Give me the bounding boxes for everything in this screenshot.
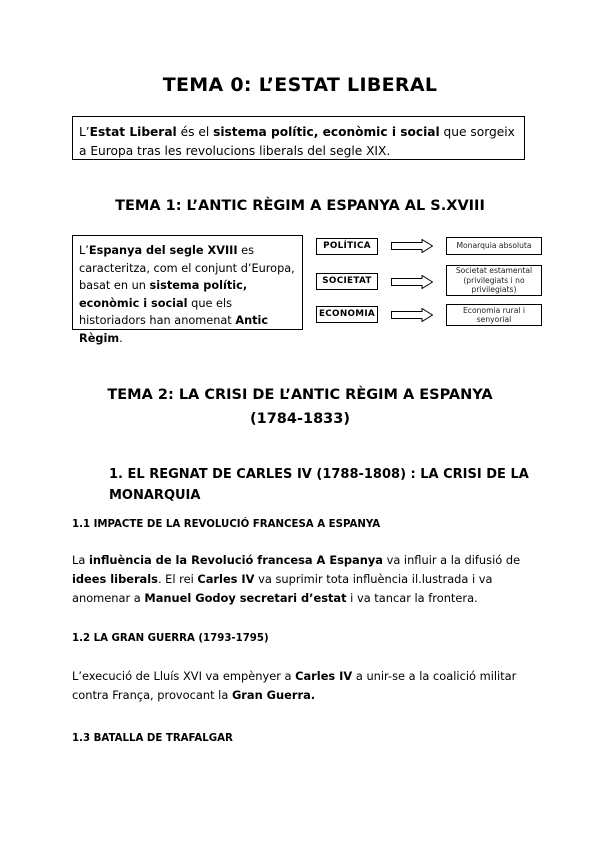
bold-text: sistema polític, econòmic i social bbox=[79, 279, 248, 310]
tema2-title-line2: (1784-1833) bbox=[250, 411, 350, 427]
arrow-right-icon bbox=[391, 308, 433, 322]
text: a unir-se a la coalició militar contra França, provocant la bbox=[72, 669, 517, 702]
subsection-1-2-heading: 1.2 LA GRAN GUERRA (1793-1795) bbox=[72, 633, 269, 644]
text: L’ bbox=[79, 125, 90, 139]
tema0-definition-box bbox=[72, 116, 525, 160]
bold-text: Gran Guerra. bbox=[231, 688, 316, 702]
diagram-result-economia: Economia rural i senyorial bbox=[446, 304, 542, 326]
text: . bbox=[119, 331, 123, 345]
text: que els historiadors han anomenat bbox=[79, 296, 236, 327]
bold-text: Carles IV bbox=[295, 669, 353, 683]
section-1-heading: 1. EL REGNAT DE CARLES IV (1788-1808) : LA CRISI DE LA MONARQUIA bbox=[109, 467, 529, 503]
arrow-right-icon bbox=[391, 239, 433, 253]
subsection-1-2-paragraph bbox=[72, 667, 532, 705]
diagram-result-politica: Monarquia absoluta bbox=[446, 237, 542, 255]
bold-text: Manuel Godoy secretari d’estat bbox=[144, 591, 347, 605]
tema2-title-line1: TEMA 2: LA CRISI DE L’ANTIC RÈGIM A ESPANYA bbox=[107, 387, 493, 403]
tema1-definition-box bbox=[72, 235, 303, 345]
diagram-result-societat: Societat estamental (privilegiats i no privilegiats) bbox=[446, 265, 542, 296]
bold-text: Espanya del segle XVIII bbox=[88, 244, 238, 257]
diagram-label-societat: SOCIETAT bbox=[316, 273, 378, 290]
bold-text: Antic Règim bbox=[79, 314, 269, 345]
tema1-title: TEMA 1: L’ANTIC RÈGIM A ESPANYA AL S.XVIII bbox=[115, 198, 485, 214]
bold-text: sistema polític, econòmic i social bbox=[213, 125, 440, 139]
text: L’execució de Lluís XVI va empènyer a bbox=[72, 669, 296, 683]
text: La bbox=[72, 553, 89, 567]
text: . El rei bbox=[157, 572, 198, 586]
bold-text: Carles IV bbox=[197, 572, 255, 586]
tema0-title: TEMA 0: L’ESTAT LIBERAL bbox=[162, 74, 438, 96]
subsection-1-3-heading: 1.3 BATALLA DE TRAFALGAR bbox=[72, 733, 233, 744]
text: L’ bbox=[79, 244, 89, 257]
arrow-right-icon bbox=[391, 275, 433, 289]
diagram-label-politica: POLÍTICA bbox=[316, 238, 378, 255]
text: que sorgeix a Europa tras les revolucions liberals del segle XIX. bbox=[79, 125, 515, 158]
bold-text: Estat Liberal bbox=[89, 125, 177, 139]
subsection-1-1-paragraph bbox=[72, 551, 532, 608]
bold-text: idees liberals bbox=[72, 572, 158, 586]
text: es caracteritza, com el conjunt d’Europa, basat en un bbox=[79, 244, 295, 292]
text: i va tancar la frontera. bbox=[346, 591, 478, 605]
text: és el bbox=[176, 125, 214, 139]
text: va suprimir tota influència il.lustrada i va anomenar a bbox=[72, 572, 493, 605]
diagram-label-economia: ECONOMIA bbox=[316, 306, 378, 323]
tema2-title bbox=[0, 383, 600, 431]
subsection-1-1-heading: 1.1 IMPACTE DE LA REVOLUCIÓ FRANCESA A ESPANYA bbox=[72, 519, 381, 530]
text: va influir a la difusió de bbox=[382, 553, 521, 567]
bold-text: influència de la Revolució francesa A Espanya bbox=[88, 553, 383, 567]
